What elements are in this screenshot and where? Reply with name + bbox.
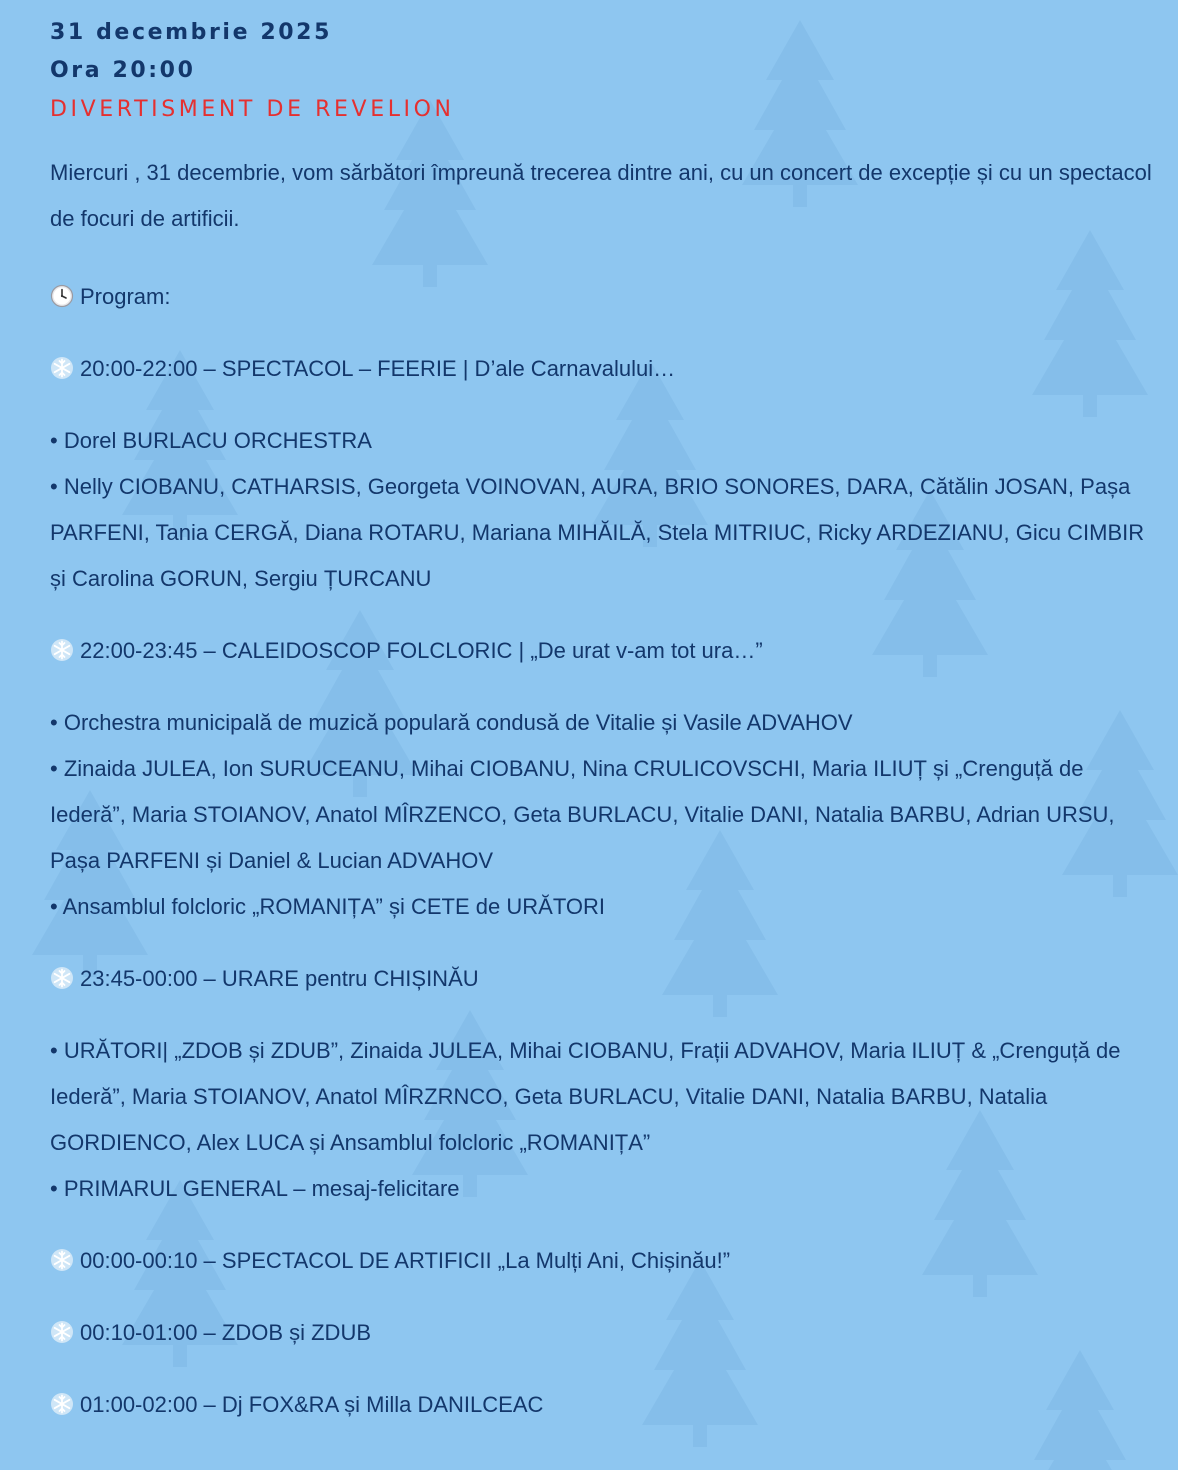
snowflake-icon bbox=[50, 1248, 74, 1272]
performer-list-item: • Zinaida JULEA, Ion SURUCEANU, Mihai CIOBANU, Nina CRULICOVSCHI, Maria ILIUȚ și „Crenguță de Iederă”, Maria STOIANOV, Anatol MÎRZENCO, Geta BURLACU, Vitalie DANI, Natalia BARBU, Adrian URSU, Pașa PARFENI și Daniel & Lucian ADVAHOV bbox=[50, 746, 1160, 884]
performer-list bbox=[50, 418, 1160, 602]
program-section-heading bbox=[50, 1238, 1160, 1284]
event-title: DIVERTISMENT DE REVELION bbox=[50, 97, 455, 122]
program-section-time-title: 23:45-00:00 – URARE pentru CHIȘINĂU bbox=[80, 966, 479, 991]
program-section-time-title: 20:00-22:00 – SPECTACOL – FEERIE | D’ale Carnavalului… bbox=[80, 356, 676, 381]
program-heading bbox=[50, 274, 1160, 320]
event-content bbox=[50, 14, 1160, 1428]
performer-list-item: • Dorel BURLACU ORCHESTRA bbox=[50, 418, 1160, 464]
program-section-heading bbox=[50, 628, 1160, 674]
event-date: 31 decembrie 2025 bbox=[50, 20, 332, 45]
performer-list bbox=[50, 700, 1160, 930]
program-label: Program: bbox=[80, 284, 171, 309]
event-time: Ora 20:00 bbox=[50, 58, 196, 83]
performer-list-item: • Orchestra municipală de muzică populară condusă de Vitalie și Vasile ADVAHOV bbox=[50, 700, 1160, 746]
program-sections bbox=[50, 320, 1160, 1428]
performer-list-item: • URĂTORI| „ZDOB și ZDUB”, Zinaida JULEA, Mihai CIOBANU, Frații ADVAHOV, Maria ILIUȚ & „Crenguță de Iederă”, Maria STOIANOV, Anatol MÎRZRNCO, Geta BURLACU, Vitalie DANI, Natalia BARBU, Natalia GORDIENCO, Alex LUCA și Ansamblul folcloric „ROMANIȚA” bbox=[50, 1028, 1160, 1166]
performer-list-item: • Ansamblul folcloric „ROMANIȚA” și CETE de URĂTORI bbox=[50, 884, 1160, 930]
event-intro: Miercuri , 31 decembrie, vom sărbători împreună trecerea dintre ani, cu un concert de excepție și cu un spectacol de focuri de artificii. bbox=[50, 160, 1152, 231]
snowflake-icon bbox=[50, 356, 74, 380]
program-section-heading bbox=[50, 956, 1160, 1002]
snowflake-icon bbox=[50, 1392, 74, 1416]
program-section-time-title: 01:00-02:00 – Dj FOX&RA și Milla DANILCEAC bbox=[80, 1392, 544, 1417]
clock-icon bbox=[50, 284, 74, 308]
performer-list-item: • Nelly CIOBANU, CATHARSIS, Georgeta VOINOVAN, AURA, BRIO SONORES, DARA, Cătălin JOSAN, Pașa PARFENI, Tania CERGĂ, Diana ROTARU, Mariana MIHĂILĂ, Stela MITRIUC, Ricky ARDEZIANU, Gicu CIMBIR și Carolina GORUN, Sergiu ȚURCANU bbox=[50, 464, 1160, 602]
performer-list-item: • PRIMARUL GENERAL – mesaj-felicitare bbox=[50, 1166, 1160, 1212]
program-section-heading bbox=[50, 1382, 1160, 1428]
program-section-time-title: 00:00-00:10 – SPECTACOL DE ARTIFICII „La Mulți Ani, Chișinău!” bbox=[80, 1248, 731, 1273]
snowflake-icon bbox=[50, 1320, 74, 1344]
performer-list bbox=[50, 1028, 1160, 1212]
program-section-time-title: 00:10-01:00 – ZDOB și ZDUB bbox=[80, 1320, 372, 1345]
program-section-time-title: 22:00-23:45 – CALEIDOSCOP FOLCLORIC | „De urat v-am tot ura…” bbox=[80, 638, 763, 663]
snowflake-icon bbox=[50, 638, 74, 662]
program-section-heading bbox=[50, 1310, 1160, 1356]
snowflake-icon bbox=[50, 966, 74, 990]
program-section-heading bbox=[50, 346, 1160, 392]
